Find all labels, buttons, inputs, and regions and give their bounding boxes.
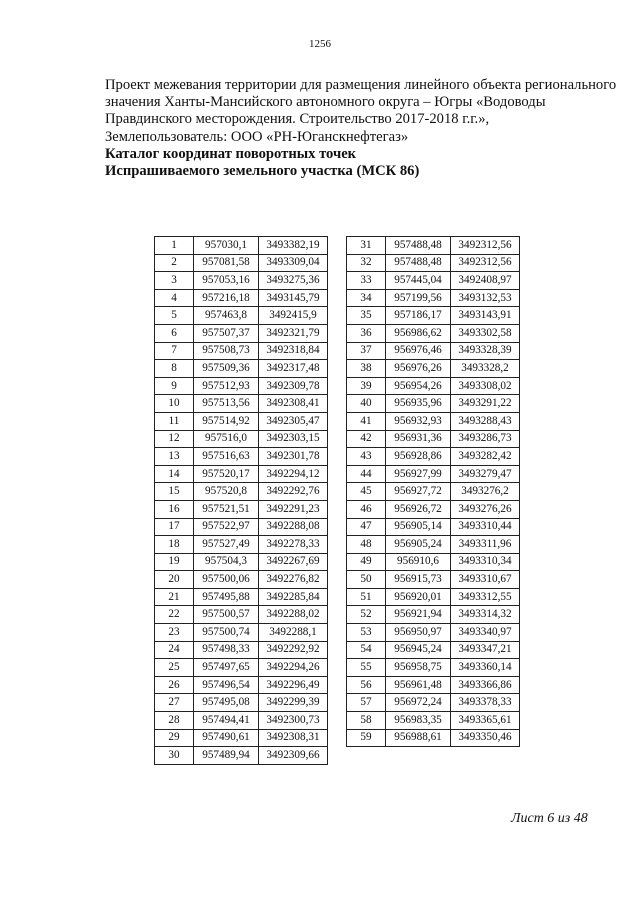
point-number-cell: 39 (347, 377, 386, 395)
table-row (347, 571, 520, 589)
table-row (347, 500, 520, 518)
point-number-cell: 29 (155, 729, 194, 747)
catalog-title: Каталог координат поворотных точек (105, 145, 357, 162)
point-number-cell: 22 (155, 606, 194, 624)
table-row (155, 712, 328, 730)
point-number-cell: 35 (347, 307, 386, 325)
point-number-cell: 57 (347, 694, 386, 712)
y-coordinate-cell: 3492288,1 (259, 624, 328, 642)
y-coordinate-cell: 3492291,23 (259, 500, 328, 518)
table-row (347, 588, 520, 606)
x-coordinate-cell: 956950,97 (386, 624, 451, 642)
table-row (155, 448, 328, 466)
y-coordinate-cell: 3492312,56 (451, 237, 520, 255)
table-row (347, 659, 520, 677)
table-row (155, 483, 328, 501)
x-coordinate-cell: 957495,88 (194, 588, 259, 606)
y-coordinate-cell: 3493328,2 (451, 360, 520, 378)
page-number: 1256 (309, 38, 331, 50)
point-number-cell: 47 (347, 518, 386, 536)
point-number-cell: 3 (155, 272, 194, 290)
land-user-line: Землепользователь: ООО «РН-Юганскнефтегаз» (105, 128, 409, 145)
table-row (155, 571, 328, 589)
x-coordinate-cell: 956986,62 (386, 324, 451, 342)
table-row (347, 377, 520, 395)
point-number-cell: 10 (155, 395, 194, 413)
x-coordinate-cell: 957508,73 (194, 342, 259, 360)
y-coordinate-cell: 3492415,9 (259, 307, 328, 325)
y-coordinate-cell: 3493276,2 (451, 483, 520, 501)
x-coordinate-cell: 957445,04 (386, 272, 451, 290)
point-number-cell: 51 (347, 588, 386, 606)
y-coordinate-cell: 3493288,43 (451, 412, 520, 430)
table-row (155, 237, 328, 255)
point-number-cell: 1 (155, 237, 194, 255)
point-number-cell: 59 (347, 729, 386, 747)
point-number-cell: 30 (155, 747, 194, 765)
x-coordinate-cell: 957463,8 (194, 307, 259, 325)
point-number-cell: 8 (155, 360, 194, 378)
table-row (347, 712, 520, 730)
coordinates-table-right (346, 236, 520, 747)
y-coordinate-cell: 3492288,02 (259, 606, 328, 624)
y-coordinate-cell: 3492292,76 (259, 483, 328, 501)
y-coordinate-cell: 3493132,53 (451, 289, 520, 307)
y-coordinate-cell: 3493340,97 (451, 624, 520, 642)
x-coordinate-cell: 957500,57 (194, 606, 259, 624)
y-coordinate-cell: 3493276,26 (451, 500, 520, 518)
table-row (155, 307, 328, 325)
point-number-cell: 45 (347, 483, 386, 501)
point-number-cell: 52 (347, 606, 386, 624)
table-row (155, 430, 328, 448)
table-row (347, 641, 520, 659)
y-coordinate-cell: 3492292,92 (259, 641, 328, 659)
y-coordinate-cell: 3492299,39 (259, 694, 328, 712)
y-coordinate-cell: 3492288,08 (259, 518, 328, 536)
y-coordinate-cell: 3492317,48 (259, 360, 328, 378)
table-row (155, 676, 328, 694)
y-coordinate-cell: 3493143,91 (451, 307, 520, 325)
point-number-cell: 34 (347, 289, 386, 307)
table-row (347, 536, 520, 554)
table-row (155, 272, 328, 290)
y-coordinate-cell: 3493310,44 (451, 518, 520, 536)
x-coordinate-cell: 956905,24 (386, 536, 451, 554)
y-coordinate-cell: 3492303,15 (259, 430, 328, 448)
x-coordinate-cell: 956927,99 (386, 465, 451, 483)
point-number-cell: 13 (155, 448, 194, 466)
y-coordinate-cell: 3493360,14 (451, 659, 520, 677)
x-coordinate-cell: 957514,92 (194, 412, 259, 430)
y-coordinate-cell: 3493275,36 (259, 272, 328, 290)
x-coordinate-cell: 957520,17 (194, 465, 259, 483)
y-coordinate-cell: 3492276,82 (259, 571, 328, 589)
y-coordinate-cell: 3493291,22 (451, 395, 520, 413)
table-row (347, 237, 520, 255)
table-row (347, 307, 520, 325)
x-coordinate-cell: 957490,61 (194, 729, 259, 747)
x-coordinate-cell: 956926,72 (386, 500, 451, 518)
table-row (347, 553, 520, 571)
y-coordinate-cell: 3493282,42 (451, 448, 520, 466)
point-number-cell: 43 (347, 448, 386, 466)
x-coordinate-cell: 956910,6 (386, 553, 451, 571)
table-row (347, 342, 520, 360)
point-number-cell: 54 (347, 641, 386, 659)
point-number-cell: 46 (347, 500, 386, 518)
header-line: значения Ханты-Мансийского автономного округа – Югры «Водоводы (105, 94, 546, 111)
x-coordinate-cell: 956928,86 (386, 448, 451, 466)
y-coordinate-cell: 3493314,32 (451, 606, 520, 624)
y-coordinate-cell: 3492294,12 (259, 465, 328, 483)
point-number-cell: 37 (347, 342, 386, 360)
point-number-cell: 26 (155, 676, 194, 694)
y-coordinate-cell: 3492305,47 (259, 412, 328, 430)
y-coordinate-cell: 3492267,69 (259, 553, 328, 571)
x-coordinate-cell: 956976,26 (386, 360, 451, 378)
y-coordinate-cell: 3492301,78 (259, 448, 328, 466)
x-coordinate-cell: 957495,08 (194, 694, 259, 712)
x-coordinate-cell: 956945,24 (386, 641, 451, 659)
x-coordinate-cell: 956915,73 (386, 571, 451, 589)
point-number-cell: 14 (155, 465, 194, 483)
x-coordinate-cell: 956958,75 (386, 659, 451, 677)
table-row (347, 606, 520, 624)
point-number-cell: 44 (347, 465, 386, 483)
y-coordinate-cell: 3492309,78 (259, 377, 328, 395)
point-number-cell: 23 (155, 624, 194, 642)
table-row (155, 324, 328, 342)
point-number-cell: 25 (155, 659, 194, 677)
table-row (347, 483, 520, 501)
x-coordinate-cell: 957522,97 (194, 518, 259, 536)
point-number-cell: 16 (155, 500, 194, 518)
table-row (155, 465, 328, 483)
y-coordinate-cell: 3493310,34 (451, 553, 520, 571)
y-coordinate-cell: 3492278,33 (259, 536, 328, 554)
y-coordinate-cell: 3493145,79 (259, 289, 328, 307)
x-coordinate-cell: 957030,1 (194, 237, 259, 255)
table-row (347, 254, 520, 272)
table-row (155, 377, 328, 395)
x-coordinate-cell: 957512,93 (194, 377, 259, 395)
y-coordinate-cell: 3493302,58 (451, 324, 520, 342)
point-number-cell: 5 (155, 307, 194, 325)
table-row (155, 747, 328, 765)
point-number-cell: 18 (155, 536, 194, 554)
point-number-cell: 32 (347, 254, 386, 272)
y-coordinate-cell: 3493328,39 (451, 342, 520, 360)
x-coordinate-cell: 957496,54 (194, 676, 259, 694)
x-coordinate-cell: 957516,0 (194, 430, 259, 448)
y-coordinate-cell: 3493312,55 (451, 588, 520, 606)
point-number-cell: 15 (155, 483, 194, 501)
x-coordinate-cell: 957199,56 (386, 289, 451, 307)
x-coordinate-cell: 957527,49 (194, 536, 259, 554)
y-coordinate-cell: 3493311,96 (451, 536, 520, 554)
table-row (347, 518, 520, 536)
x-coordinate-cell: 956972,24 (386, 694, 451, 712)
y-coordinate-cell: 3492321,79 (259, 324, 328, 342)
y-coordinate-cell: 3493378,33 (451, 694, 520, 712)
y-coordinate-cell: 3493308,02 (451, 377, 520, 395)
table-row (347, 430, 520, 448)
point-number-cell: 56 (347, 676, 386, 694)
y-coordinate-cell: 3492308,31 (259, 729, 328, 747)
x-coordinate-cell: 957216,18 (194, 289, 259, 307)
table-row (155, 624, 328, 642)
y-coordinate-cell: 3492308,41 (259, 395, 328, 413)
table-row (155, 729, 328, 747)
point-number-cell: 53 (347, 624, 386, 642)
x-coordinate-cell: 956927,72 (386, 483, 451, 501)
catalog-subtitle: Испрашиваемого земельного участка (МСК 86) (105, 163, 420, 180)
x-coordinate-cell: 956983,35 (386, 712, 451, 730)
table-row (347, 624, 520, 642)
y-coordinate-cell: 3492318,84 (259, 342, 328, 360)
table-row (155, 289, 328, 307)
y-coordinate-cell: 3492294,26 (259, 659, 328, 677)
table-row (155, 659, 328, 677)
point-number-cell: 50 (347, 571, 386, 589)
point-number-cell: 11 (155, 412, 194, 430)
table-row (155, 254, 328, 272)
point-number-cell: 28 (155, 712, 194, 730)
x-coordinate-cell: 957081,58 (194, 254, 259, 272)
table-row (347, 465, 520, 483)
point-number-cell: 21 (155, 588, 194, 606)
x-coordinate-cell: 957186,17 (386, 307, 451, 325)
x-coordinate-cell: 957504,3 (194, 553, 259, 571)
x-coordinate-cell: 957507,37 (194, 324, 259, 342)
x-coordinate-cell: 957521,51 (194, 500, 259, 518)
table-row (155, 536, 328, 554)
point-number-cell: 38 (347, 360, 386, 378)
y-coordinate-cell: 3492296,49 (259, 676, 328, 694)
x-coordinate-cell: 957053,16 (194, 272, 259, 290)
y-coordinate-cell: 3493366,86 (451, 676, 520, 694)
x-coordinate-cell: 956920,01 (386, 588, 451, 606)
y-coordinate-cell: 3493279,47 (451, 465, 520, 483)
x-coordinate-cell: 957488,48 (386, 237, 451, 255)
point-number-cell: 48 (347, 536, 386, 554)
point-number-cell: 31 (347, 237, 386, 255)
point-number-cell: 36 (347, 324, 386, 342)
point-number-cell: 20 (155, 571, 194, 589)
x-coordinate-cell: 957489,94 (194, 747, 259, 765)
point-number-cell: 4 (155, 289, 194, 307)
x-coordinate-cell: 957500,74 (194, 624, 259, 642)
table-row (155, 588, 328, 606)
point-number-cell: 58 (347, 712, 386, 730)
table-row (347, 448, 520, 466)
coordinates-table-left (154, 236, 328, 765)
point-number-cell: 42 (347, 430, 386, 448)
x-coordinate-cell: 957500,06 (194, 571, 259, 589)
table-row (347, 676, 520, 694)
header-line: Проект межевания территории для размещения линейного объекта регионального (105, 77, 617, 93)
y-coordinate-cell: 3492312,56 (451, 254, 520, 272)
x-coordinate-cell: 957494,41 (194, 712, 259, 730)
x-coordinate-cell: 957488,48 (386, 254, 451, 272)
document-header (105, 77, 615, 180)
y-coordinate-cell: 3492285,84 (259, 588, 328, 606)
table-row (155, 606, 328, 624)
header-line: Правдинского месторождения. Строительство 2017-2018 г.г.», (105, 111, 490, 128)
table-row (347, 412, 520, 430)
table-row (155, 500, 328, 518)
x-coordinate-cell: 957509,36 (194, 360, 259, 378)
y-coordinate-cell: 3493365,61 (451, 712, 520, 730)
y-coordinate-cell: 3492309,66 (259, 747, 328, 765)
table-row (155, 641, 328, 659)
table-row (155, 360, 328, 378)
table-row (347, 324, 520, 342)
table-row (347, 729, 520, 747)
x-coordinate-cell: 956931,36 (386, 430, 451, 448)
point-number-cell: 55 (347, 659, 386, 677)
point-number-cell: 19 (155, 553, 194, 571)
x-coordinate-cell: 957498,33 (194, 641, 259, 659)
x-coordinate-cell: 957513,56 (194, 395, 259, 413)
point-number-cell: 17 (155, 518, 194, 536)
table-row (347, 395, 520, 413)
y-coordinate-cell: 3492408,97 (451, 272, 520, 290)
x-coordinate-cell: 956932,93 (386, 412, 451, 430)
table-row (155, 553, 328, 571)
x-coordinate-cell: 956935,96 (386, 395, 451, 413)
x-coordinate-cell: 957516,63 (194, 448, 259, 466)
table-row (155, 694, 328, 712)
y-coordinate-cell: 3493286,73 (451, 430, 520, 448)
y-coordinate-cell: 3493310,67 (451, 571, 520, 589)
table-row (155, 518, 328, 536)
table-row (155, 412, 328, 430)
point-number-cell: 33 (347, 272, 386, 290)
table-row (347, 289, 520, 307)
y-coordinate-cell: 3493350,46 (451, 729, 520, 747)
point-number-cell: 6 (155, 324, 194, 342)
point-number-cell: 27 (155, 694, 194, 712)
x-coordinate-cell: 956976,46 (386, 342, 451, 360)
x-coordinate-cell: 956961,48 (386, 676, 451, 694)
x-coordinate-cell: 956921,94 (386, 606, 451, 624)
point-number-cell: 7 (155, 342, 194, 360)
x-coordinate-cell: 956905,14 (386, 518, 451, 536)
table-row (155, 342, 328, 360)
sheet-counter: Лист 6 из 48 (511, 811, 588, 826)
x-coordinate-cell: 956954,26 (386, 377, 451, 395)
y-coordinate-cell: 3493347,21 (451, 641, 520, 659)
y-coordinate-cell: 3493382,19 (259, 237, 328, 255)
point-number-cell: 9 (155, 377, 194, 395)
point-number-cell: 24 (155, 641, 194, 659)
table-row (347, 694, 520, 712)
y-coordinate-cell: 3493309,04 (259, 254, 328, 272)
table-row (155, 395, 328, 413)
x-coordinate-cell: 956988,61 (386, 729, 451, 747)
y-coordinate-cell: 3492300,73 (259, 712, 328, 730)
point-number-cell: 49 (347, 553, 386, 571)
table-row (347, 360, 520, 378)
point-number-cell: 12 (155, 430, 194, 448)
point-number-cell: 41 (347, 412, 386, 430)
x-coordinate-cell: 957520,8 (194, 483, 259, 501)
point-number-cell: 40 (347, 395, 386, 413)
x-coordinate-cell: 957497,65 (194, 659, 259, 677)
point-number-cell: 2 (155, 254, 194, 272)
table-row (347, 272, 520, 290)
